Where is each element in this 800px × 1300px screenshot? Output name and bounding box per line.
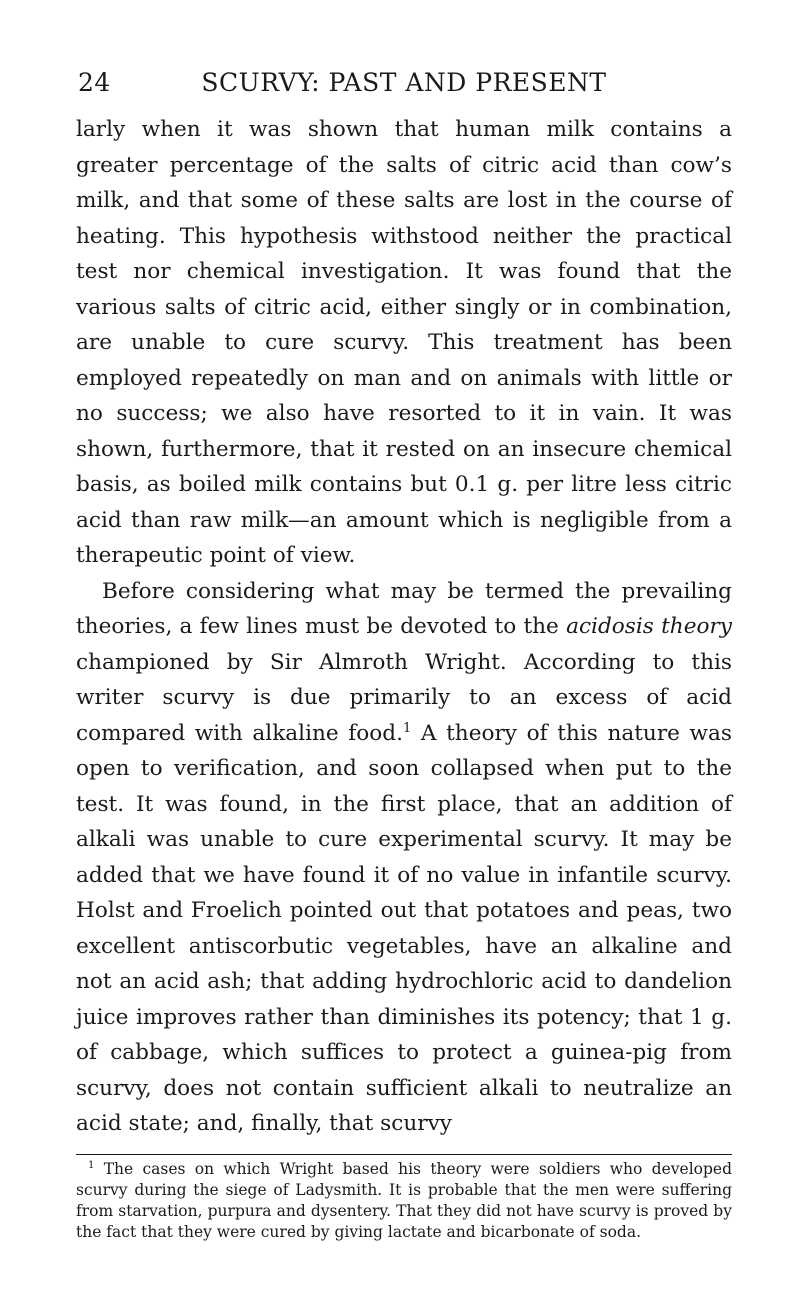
footnote-reference[interactable]: 1 xyxy=(402,720,412,736)
page-header xyxy=(76,60,732,104)
running-head: SCURVY: PAST AND PRESENT xyxy=(201,68,607,97)
paragraph-2-middle: championed by Sir Almroth Wright. According to this writer scurvy is due primarily to an excess of acid compared with alkaline food. xyxy=(76,649,732,746)
paragraph-2 xyxy=(76,574,732,1142)
paragraph-2-end: A theory of this nature was open to verification, and soon collapsed when put to the test. It was found, in the first place, that an addition of alkali was unable to cure experimental scurvy. It may be added that we have found it of no value in infantile scurvy. Holst and Froelich pointed out that potatoes and peas, two excellent antiscorbutic vegetables, have an alkaline and not an acid ash; that adding hydrochloric acid to dandelion juice improves rather than diminishes its potency; that 1 g. of cabbage, which suffices to protect a guinea-pig from scurvy, does not contain sufficient alkali to neutralize an acid state; and, finally, that scurvy xyxy=(76,720,732,1136)
paragraph-2-start: Before considering what may be termed the prevailing theories, a few lines must be devoted to the xyxy=(76,578,732,639)
footnote-mark: 1 xyxy=(88,1159,95,1171)
acidosis-theory-term: acidosis theory xyxy=(566,614,732,639)
footnote xyxy=(76,1159,732,1243)
paragraph-1: larly when it was shown that human milk contains a greater percentage of the salts of citric acid than cow’s milk, and that some of these salts are lost in the course of heating. This hypothesis withstood neither the practical test nor chemical investigation. It was found that the various salts of citric acid, either singly or in combination, are unable to cure scurvy. This treatment has been employed repeatedly on man and on animals with little or no success; we also have resorted to it in vain. It was shown, furthermore, that it rested on an insecure chemical basis, as boiled milk contains but 0.1 g. per litre less citric acid than raw milk—an amount which is negligible from a therapeutic point of view. xyxy=(76,117,732,568)
book-page xyxy=(76,60,732,1243)
page-number: 24 xyxy=(78,68,111,97)
footnote-text: The cases on which Wright based his theory were soldiers who developed scurvy during the siege of Ladysmith. It is probable that the men were suffering from starvation, purpura and dysentery. That they did not have scurvy is proved by the fact that they were cured by giving lactate and bicarbonate of soda. xyxy=(76,1159,732,1241)
footnote-divider xyxy=(76,1154,732,1155)
body-text xyxy=(76,112,732,1142)
